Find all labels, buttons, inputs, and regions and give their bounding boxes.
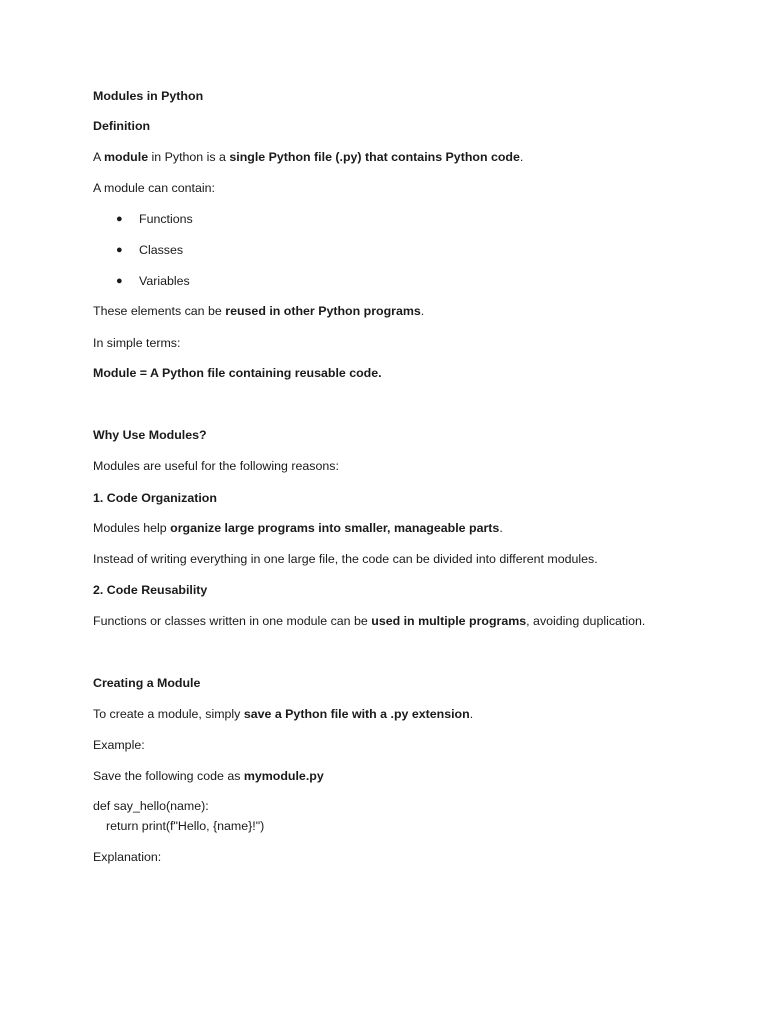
code-line: def say_hello(name):: [93, 799, 209, 813]
list-item: Variables: [139, 274, 190, 288]
simple-definition: Module = A Python file containing reusable code.: [93, 366, 382, 380]
can-contain-text: A module can contain:: [93, 181, 215, 195]
reason2-heading: 2. Code Reusability: [93, 583, 208, 597]
why-heading: Why Use Modules?: [93, 428, 207, 442]
simple-terms-text: In simple terms:: [93, 336, 181, 350]
explanation-label: Explanation:: [93, 850, 162, 864]
example-label: Example:: [93, 738, 145, 752]
creating-paragraph: To create a module, simply save a Python file with a .py extension.: [93, 707, 474, 721]
creating-heading: Creating a Module: [93, 676, 201, 690]
reason1-heading: 1. Code Organization: [93, 491, 217, 505]
save-code-paragraph: Save the following code as mymodule.py: [93, 769, 324, 783]
reason2-paragraph: Functions or classes written in one module can be used in multiple programs, avoiding duplication.: [93, 614, 646, 628]
list-item: Classes: [139, 243, 184, 257]
definition-paragraph: A module in Python is a single Python file (.py) that contains Python code.: [93, 150, 524, 164]
code-line: return print(f"Hello, {name}!"): [106, 819, 265, 833]
definition-heading: Definition: [93, 119, 151, 133]
bullet-icon: ●: [116, 213, 123, 225]
reason1-more: Instead of writing everything in one large file, the code can be divided into different modules.: [93, 552, 598, 566]
why-intro: Modules are useful for the following reasons:: [93, 459, 339, 473]
reason1-paragraph: Modules help organize large programs into smaller, manageable parts.: [93, 521, 503, 535]
bullet-icon: ●: [116, 244, 123, 256]
list-item: Functions: [139, 212, 193, 226]
bullet-icon: ●: [116, 275, 123, 287]
reused-paragraph: These elements can be reused in other Python programs.: [93, 304, 425, 318]
document-title: Modules in Python: [93, 89, 204, 103]
